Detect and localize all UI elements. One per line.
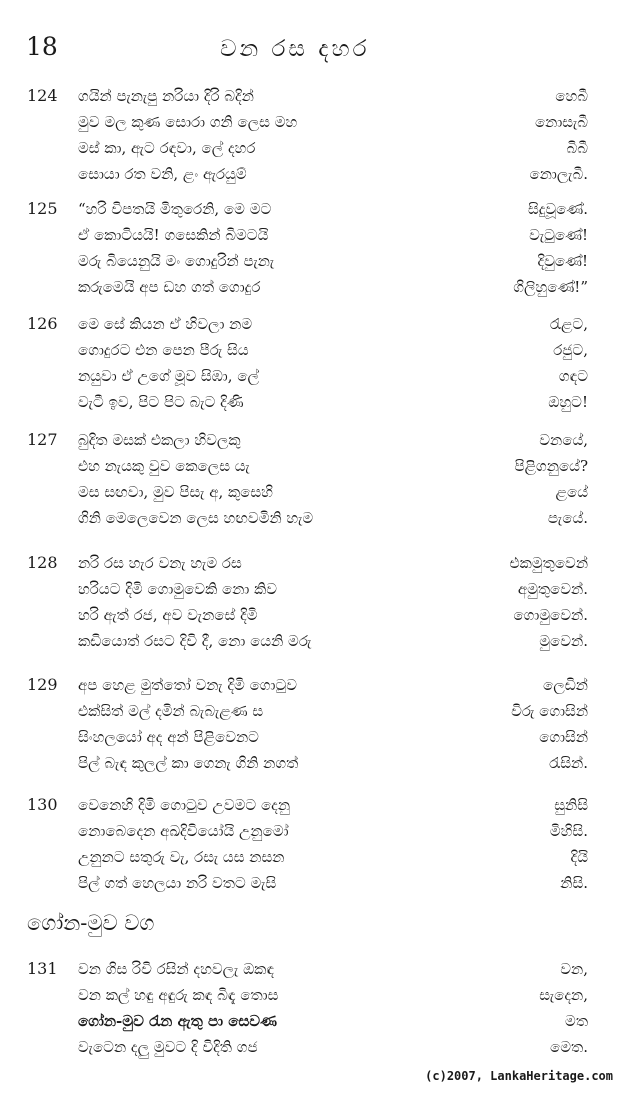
stanza-number: 124 — [27, 86, 58, 105]
verse-end-word: මෙත. — [550, 1038, 588, 1056]
verse-end-word: දියි — [570, 848, 588, 866]
stanza-number: 125 — [27, 199, 58, 218]
verse-end-word: හෙබී — [555, 87, 588, 105]
verse-end-word: අමුතුවෙන්. — [517, 580, 588, 598]
running-title: වන රස දහර — [220, 36, 370, 62]
verse-end-word: මත — [565, 1012, 588, 1030]
verse-line — [78, 389, 588, 415]
verse-text: වෙනෙහි දිමි ගොටුව උවමට දෙනු — [78, 796, 291, 814]
verse-line — [78, 337, 588, 363]
verse-text: නරි රස හැර වනැ හැම රස — [78, 554, 242, 572]
verse-end-word: ළයේ — [555, 483, 588, 501]
verse-line — [78, 453, 588, 479]
verse-end-word: විරු ගොසින් — [511, 702, 588, 720]
verse-text: මස් කා, ඇට රඳවා, ලේ දහර — [78, 139, 256, 157]
verse-line — [78, 1034, 588, 1060]
verse-line — [78, 311, 588, 337]
stanza-number: 127 — [27, 430, 58, 449]
verse-text: මරු බියෙනුයි මං ගොදුරින් පැනැ — [78, 252, 275, 270]
verse-line — [78, 550, 588, 576]
verse-end-word: රැළට, — [549, 315, 588, 333]
verse-line — [78, 479, 588, 505]
verse-line — [78, 956, 588, 982]
stanza-number: 131 — [27, 959, 58, 978]
stanza-number: 129 — [27, 675, 58, 694]
verse-end-word: ගොසින් — [539, 728, 588, 746]
verse-text: එහ නැයකු වුව කෙලෙස යැ — [78, 457, 250, 475]
verse-end-word: සුනිසි — [554, 796, 588, 814]
verse-end-word: රජුට, — [553, 341, 588, 359]
verse-line — [78, 870, 588, 896]
verse-line — [78, 363, 588, 389]
verse-text: අප හෙළ මුත්තෝ වනැ දිමි ගොටුව — [78, 676, 298, 694]
verse-end-word: පිළිගනුයේ? — [514, 457, 588, 475]
verse-end-word: නිසි. — [560, 874, 588, 892]
verse-text: නයුවා ඒ උගේ මූව සිඹා, ලේ — [78, 367, 259, 385]
verse-end-word: වන, — [560, 960, 588, 978]
verse-text: මුව මල කුණ සොරා ගනි ලෙස මහ — [78, 113, 298, 131]
verse-line — [78, 602, 588, 628]
verse-text: මෙ සේ කියන ඒ හිවලා නම — [78, 315, 253, 333]
verse-text: කරුමෙයි අප ඩහ ගත් ගොදුර — [78, 278, 261, 296]
verse-end-word: එකමුතුවෙන් — [509, 554, 588, 572]
verse-line — [78, 750, 588, 776]
verse-line — [78, 724, 588, 750]
verse-line — [78, 628, 588, 654]
verse-line — [78, 505, 588, 531]
verse-text: “හරි විපතයි මිතුරෙනි, මෙ මට — [78, 200, 272, 218]
verse-line — [78, 1008, 588, 1034]
verse-text: ගිනි මෙලෙවෙන ලෙස හඟවමිනි හැම — [78, 509, 314, 527]
stanza-number: 126 — [27, 314, 58, 333]
section-heading: ගෝන-මුව වග — [27, 911, 155, 935]
verse-end-word: ලෙඩින් — [543, 676, 588, 694]
verse-end-word: ගොමුවෙන්. — [513, 606, 588, 624]
verse-text: මස සඟවා, මුව පිසැ අ, කුසෙහි — [78, 483, 273, 501]
verse-end-word: සිදුවූණේ. — [527, 200, 588, 218]
verse-text: සිංහලයෝ අද අන් පිළිවෙනට — [78, 728, 259, 746]
verse-line — [78, 248, 588, 274]
verse-line — [78, 196, 588, 222]
verse-line — [78, 427, 588, 453]
verse-end-word: පැයේ. — [547, 509, 588, 527]
verse-text: වන ගිස රිවි රසින් දහවලැ ඔකඳ — [78, 960, 275, 978]
verse-text: ගොදුරට එන පෙන පීරු සිය — [78, 341, 249, 359]
verse-text: කඩියොත් රසට දිවි දී, නො යෙනි මරු — [78, 632, 312, 650]
verse-text: පිල් බැඳ කුලල් කා ගෙනැ ගිනි නගත් — [78, 754, 299, 772]
verse-text: උනුනට සතුරු වැ, රසැ යස නසන — [78, 848, 285, 866]
verse-end-word: වැටුණේ! — [529, 226, 588, 244]
verse-line — [78, 274, 588, 300]
verse-line — [78, 83, 588, 109]
copyright-notice: (c)2007, LankaHeritage.com — [425, 1069, 613, 1083]
verse-end-word: මුවෙන්. — [539, 632, 588, 650]
stanza-number: 128 — [27, 553, 58, 572]
verse-line — [78, 982, 588, 1008]
verse-line — [78, 844, 588, 870]
verse-text: එක්සිත් මල් දමින් බැබැළණ ස — [78, 702, 264, 720]
verse-text: ගෝන-මුව රැන ඇතු පා සෙවණ — [78, 1012, 277, 1030]
verse-end-word: නොලැබී. — [529, 165, 588, 183]
verse-end-word: ගඳට — [558, 367, 588, 385]
verse-end-word: බිබී — [566, 139, 588, 157]
verse-text: බුදිත මසක් එකලා හිවලකු — [78, 431, 241, 449]
verse-end-word: නොසැබී — [534, 113, 588, 131]
verse-text: පිල් ගත් හෙලයා නරි වතට මැසි — [78, 874, 277, 892]
verse-text: නොබෙදෙන අඛදිවියෝයි උනුමෝ — [78, 822, 289, 840]
verse-text: ඒ කොටියයි! ගසෙකින් බිමටයි — [78, 226, 269, 244]
verse-line — [78, 698, 588, 724]
verse-line — [78, 161, 588, 187]
verse-text: වැටී ඉව, පිට පිට බැට දිණි — [78, 393, 244, 411]
stanza-number: 130 — [27, 795, 58, 814]
verse-line — [78, 792, 588, 818]
verse-end-word: ඔහුට! — [548, 393, 588, 411]
verse-text: හරියට දිමි ගොමුවෙකි නො කිව — [78, 580, 278, 598]
verse-line — [78, 818, 588, 844]
verse-end-word: ගිලිහුණේ!” — [513, 278, 588, 296]
verse-end-word: දිවුණේ! — [537, 252, 588, 270]
verse-line — [78, 135, 588, 161]
verse-text: සොයා රත වනි, ළං ඇරයුම් — [78, 165, 247, 183]
verse-text: වන කල් හඳු අඳුරු කඳ බිඳැ තොස — [78, 986, 279, 1004]
verse-end-word: මිහිසි. — [549, 822, 588, 840]
verse-text: ගයින් පැනැපු නරියා දිරි බදින් — [78, 87, 254, 105]
verse-line — [78, 222, 588, 248]
verse-end-word: සැදෙන, — [539, 986, 588, 1004]
verse-line — [78, 109, 588, 135]
verse-line — [78, 576, 588, 602]
page-number: 18 — [26, 32, 58, 61]
verse-end-word: වනයේ, — [539, 431, 588, 449]
verse-text: වැටෙන දලු මුවට දි විදිති ගජ — [78, 1038, 258, 1056]
verse-text: හරි ඇත් රජ, අව වැනසේ දිමි — [78, 606, 258, 624]
verse-line — [78, 672, 588, 698]
verse-end-word: රැසින්. — [549, 754, 588, 772]
